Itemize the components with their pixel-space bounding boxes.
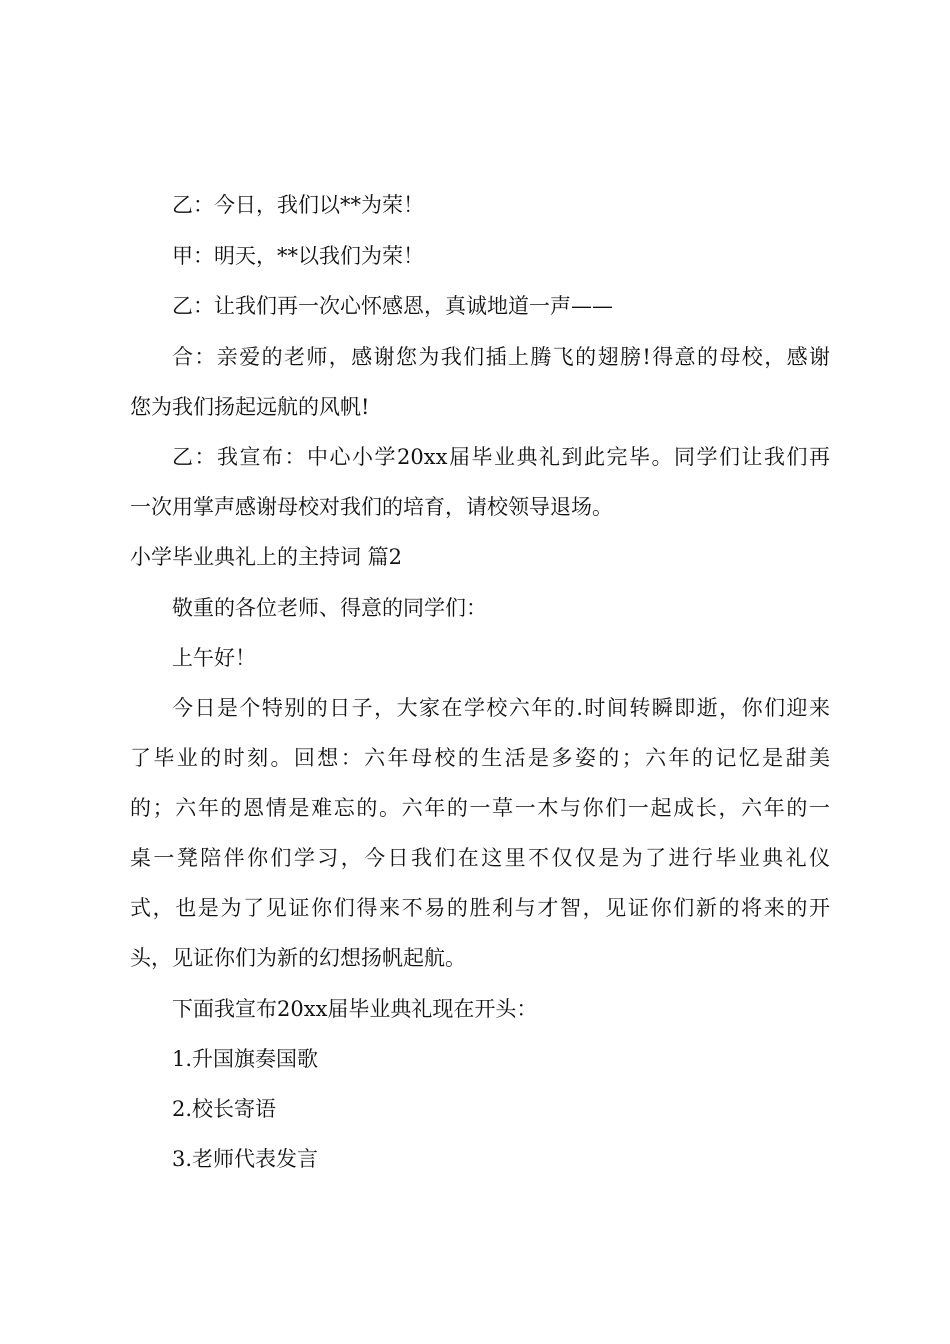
paragraph-line: 桌一凳陪伴你们学习，今日我们在这里不仅仅是为了进行毕业典礼仪 [130, 846, 830, 870]
dialogue-line-yi-2: 乙：让我们再一次心怀感恩，真诚地道一声—— [172, 294, 613, 318]
paragraph-line: 式，也是为了见证你们得来不易的胜利与才智，见证你们新的将来的开 [130, 896, 830, 920]
good-morning-line: 上午好！ [172, 646, 256, 670]
dialogue-line-yi-3: 乙：我宣布：中心小学20xx届毕业典礼到此完毕。同学们让我们再 [172, 445, 830, 469]
paragraph-line: 头，见证你们为新的幻想扬帆起航。 [130, 946, 466, 970]
paragraph-line: 今日是个特别的日子，大家在学校六年的.时间转瞬即逝，你们迎来 [172, 696, 830, 720]
dialogue-line-jia-1: 甲：明天，**以我们为荣！ [172, 244, 424, 268]
agenda-item: 1.升国旗奏国歌 [172, 1047, 319, 1071]
paragraph-line: 的；六年的恩情是难忘的。六年的一草一木与你们一起成长，六年的一 [130, 796, 830, 820]
agenda-item: 2.校长寄语 [172, 1097, 277, 1121]
greeting-line: 敬重的各位老师、得意的同学们： [172, 596, 487, 620]
dialogue-line-yi-3-cont: 一次用掌声感谢母校对我们的培育，请校领导退场。 [130, 495, 613, 519]
dialogue-line-he-cont: 您为我们扬起远航的风帆! [130, 395, 370, 419]
announcement-line: 下面我宣布20xx届毕业典礼现在开头： [172, 997, 538, 1021]
paragraph-line: 了毕业的时刻。回想：六年母校的生活是多姿的；六年的记忆是甜美 [130, 746, 830, 770]
dialogue-line-yi-1: 乙：今日，我们以**为荣！ [172, 193, 424, 217]
dialogue-line-he: 合：亲爱的老师，感谢您为我们插上腾飞的翅膀!得意的母校，感谢 [172, 345, 830, 369]
agenda-item: 3.老师代表发言 [172, 1147, 319, 1171]
section-heading: 小学毕业典礼上的主持词 篇2 [130, 545, 403, 569]
